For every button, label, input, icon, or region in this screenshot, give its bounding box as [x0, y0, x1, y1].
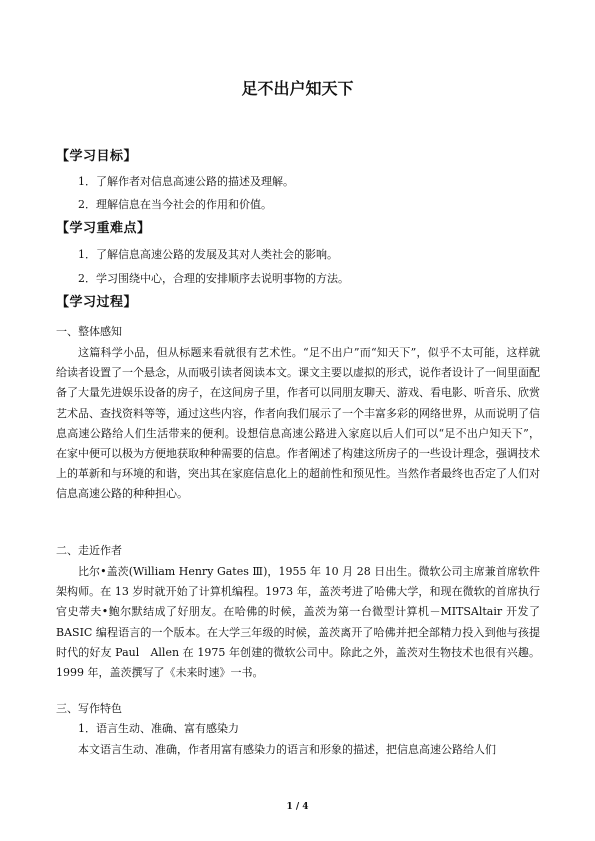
part2-paragraph: 比尔•盖茨(William Henry Gates Ⅲ)，1955 年 10 月 28 日出生。微软公司主席兼首席软件架构师。在 13 岁时就开始了计算机编程。1973 年，盖茨考进了哈佛大学，和现在微软的首席执行官史蒂夫•鲍尔默结成了好朋友。在哈佛的时候，盖茨为第一台微型计算机－MITSAltair 开发了 BASIC 编程语言的一个版本。在大学三年级的时候，盖茨离开了哈佛并把全部精力投入到他与孩提时代的好友 Paul Allen 在 1975 年创建的微软公司中。除此之外，盖茨对生物技术也很有兴趣。1999 年，盖茨撰写了《未来时速》一书。 [56, 565, 540, 680]
part2-title: 二、走近作者 [56, 544, 122, 557]
heading-goals: 【学习目标】 [56, 149, 138, 164]
goal-item: 1．了解作者对信息高速公路的描述及理解。 [78, 175, 294, 188]
key-point-item: 1．了解信息高速公路的发展及其对人类社会的影响。 [78, 248, 338, 261]
page-title: 足不出户知天下 [241, 79, 354, 98]
heading-key-points: 【学习重难点】 [56, 221, 151, 236]
key-point-item: 2．学习围绕中心，合理的安排顺序去说明事物的方法。 [78, 272, 349, 285]
goal-item: 2．理解信息在当今社会的作用和价值。 [78, 198, 272, 211]
part3-paragraph: 本文语言生动、准确，作者用富有感染力的语言和形象的描述，把信息高速公路给人们 [78, 743, 496, 756]
page-number: 1 / 4 [286, 802, 309, 812]
part1-paragraph: 这篇科学小品，但从标题来看就很有艺术性。“足不出户”而“知天下”，似乎不太可能，这样就给读者设置了一个悬念，从而吸引读者阅读本文。课文主要以虚拟的形式，说作者设计了一间里面配备了大量先进娱乐设备的房子，在这间房子里，作者可以同朋友聊天、游戏、看电影、听音乐、欣赏艺术品、查找资料等等，通过这些内容，作者向我们展示了一个丰富多彩的网络世界，从而说明了信息高速公路给人们生活带来的便利。设想信息高速公路进入家庭以后人们可以“足不出户知天下”，在家中便可以极为方便地获取种种需要的信息。作者阐述了构建这所房子的一些设计理念，强调技术上的革新和与环境的和谐，突出其在家庭信息化上的超前性和预见性。当然作者最终也否定了人们对信息高速公路的种种担心。 [56, 346, 540, 501]
part3-title: 三、写作特色 [56, 702, 122, 715]
heading-process: 【学习过程】 [56, 295, 138, 310]
part3-subtitle: 1．语言生动、准确、富有感染力 [78, 722, 239, 735]
part1-title: 一、整体感知 [56, 325, 122, 338]
